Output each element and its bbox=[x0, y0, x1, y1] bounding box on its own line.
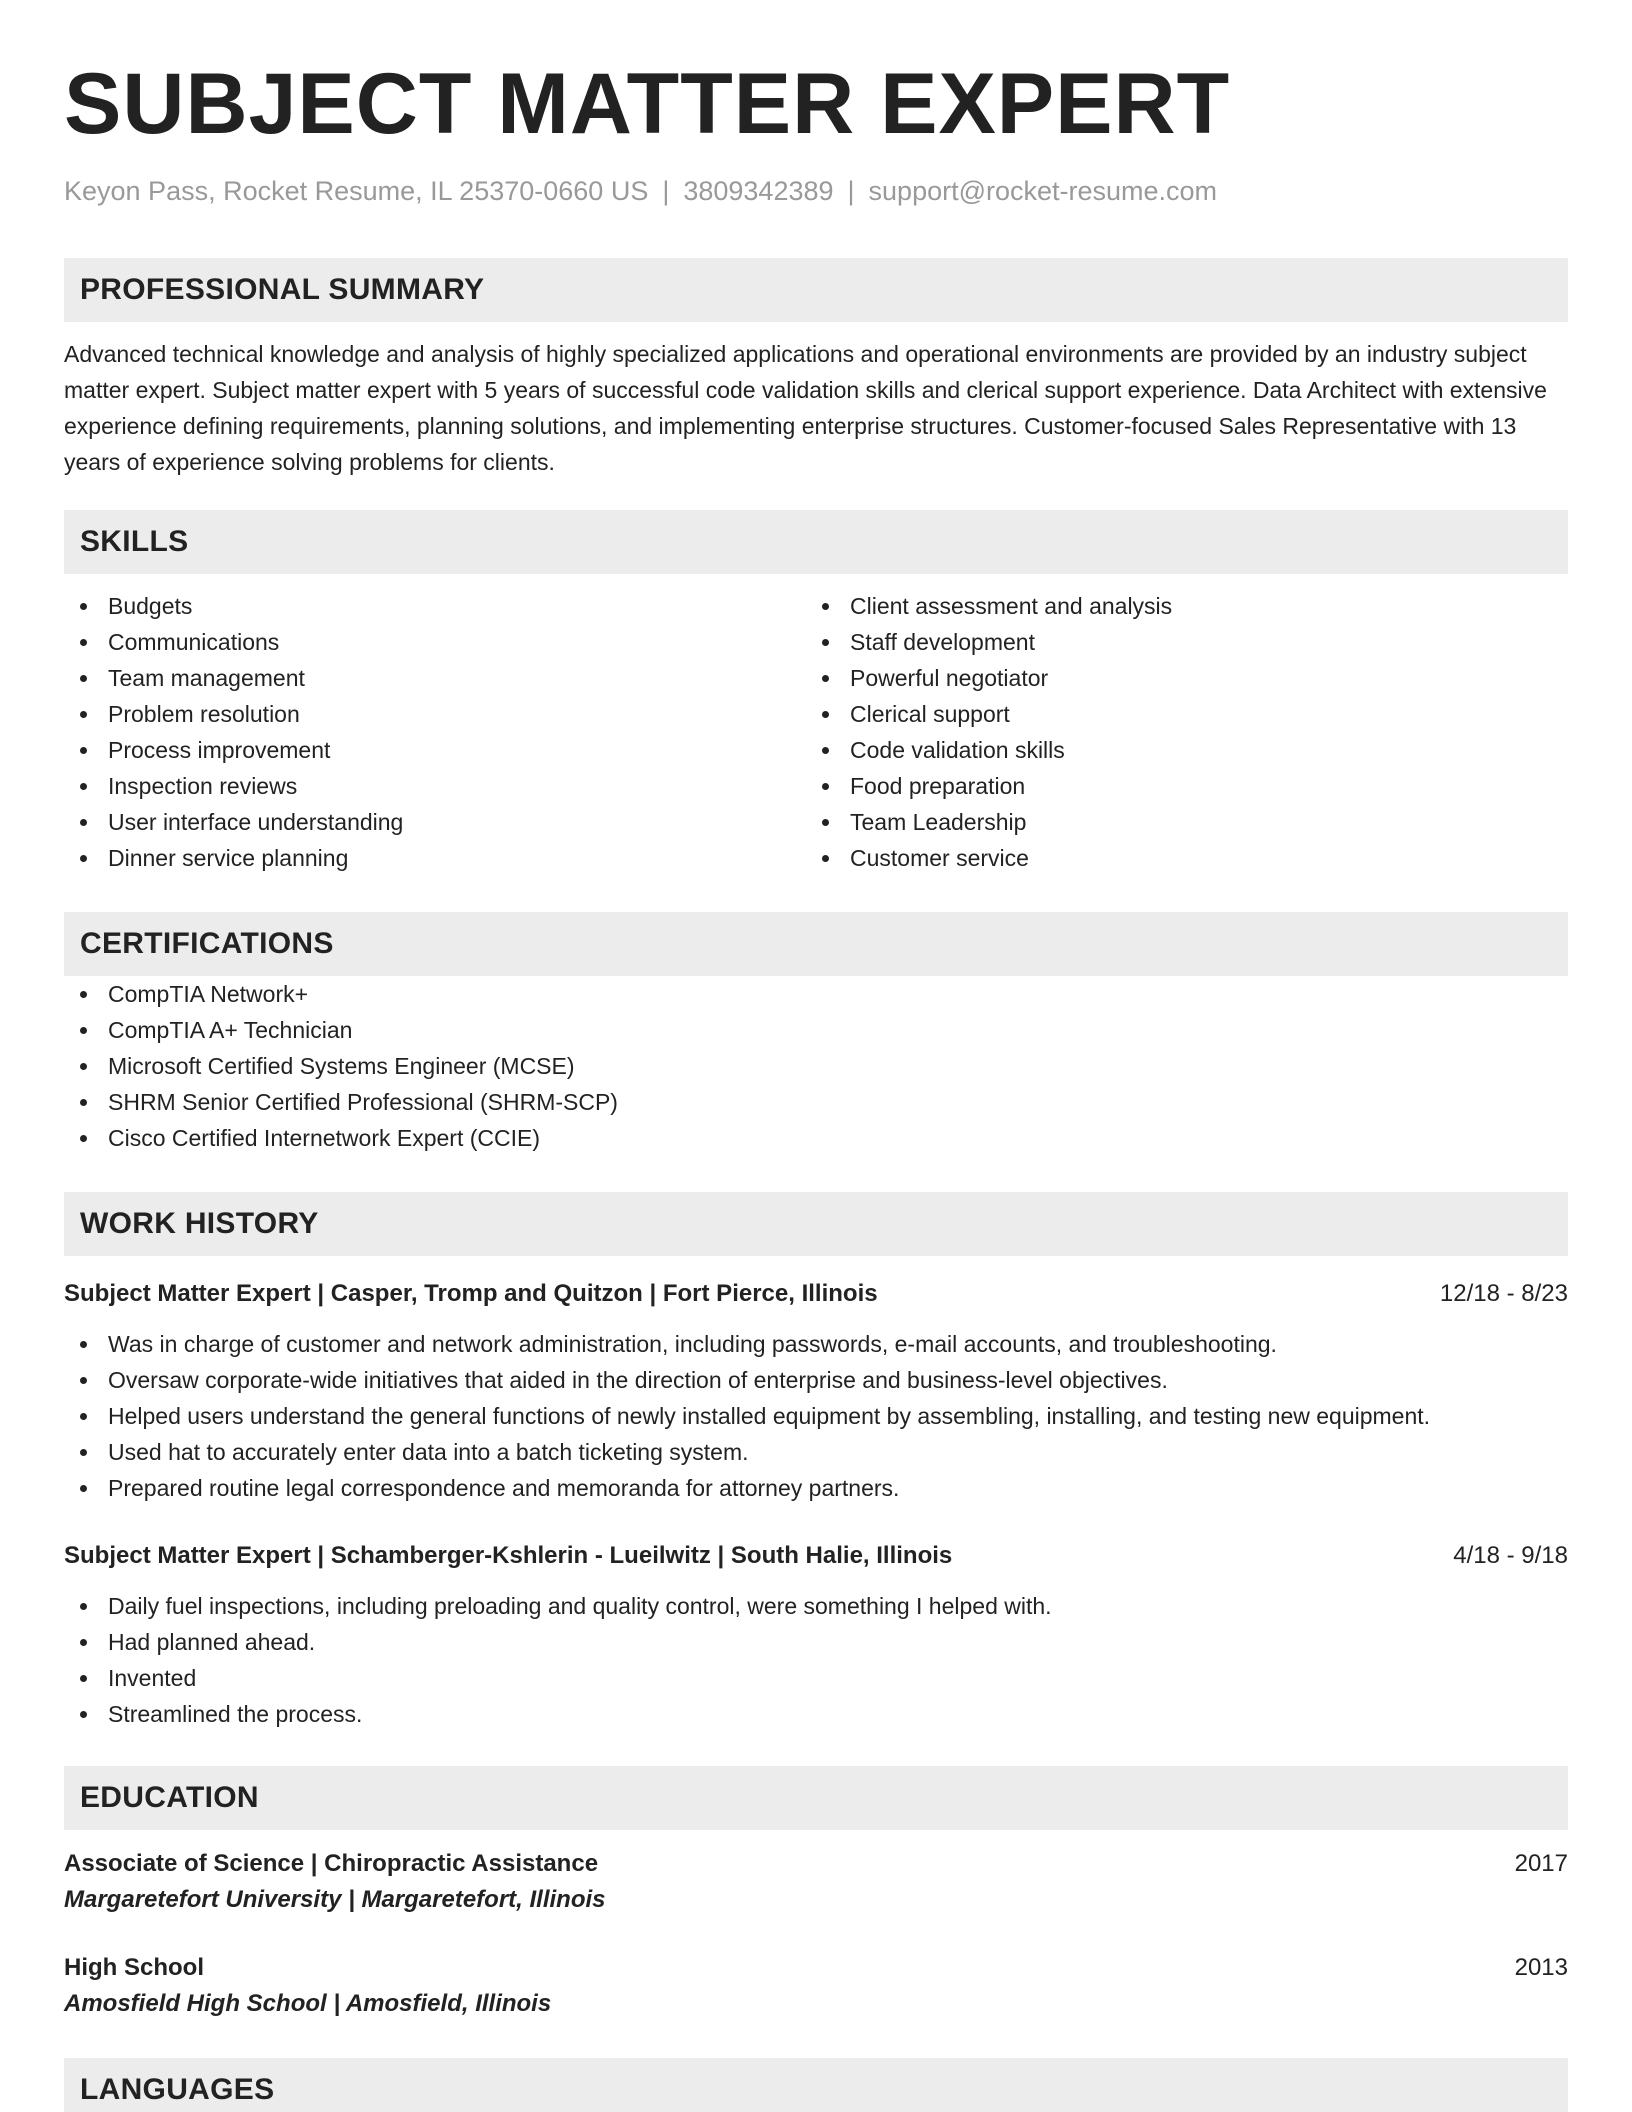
skill-item: Problem resolution bbox=[64, 696, 806, 732]
education-year: 2017 bbox=[1514, 1850, 1568, 1877]
education-degree: Associate of Science | Chiropractic Assistance bbox=[64, 1850, 599, 1877]
certifications-list bbox=[64, 976, 1568, 1156]
job-header bbox=[64, 1538, 1568, 1574]
contact-phone: 3809342389 bbox=[683, 176, 834, 206]
job-duties-list bbox=[64, 1326, 1568, 1506]
skill-item: Dinner service planning bbox=[64, 840, 806, 876]
skills-list-left bbox=[64, 588, 806, 876]
skill-item: Code validation skills bbox=[806, 732, 1548, 768]
skills-list-right bbox=[806, 588, 1548, 876]
job-entry bbox=[64, 1276, 1568, 1506]
certification-item: SHRM Senior Certified Professional (SHRM-SCP) bbox=[64, 1084, 1568, 1120]
skill-item: Inspection reviews bbox=[64, 768, 806, 804]
certification-item: Microsoft Certified Systems Engineer (MCSE) bbox=[64, 1048, 1568, 1084]
skill-item: Process improvement bbox=[64, 732, 806, 768]
job-duty: Streamlined the process. bbox=[64, 1696, 1568, 1732]
education-header bbox=[64, 1950, 1568, 1986]
job-title: Subject Matter Expert | Schamberger-Kshlerin - Lueilwitz | South Halie, Illinois bbox=[64, 1542, 953, 1569]
skill-item: Clerical support bbox=[806, 696, 1548, 732]
skills-heading: SKILLS bbox=[64, 510, 1568, 574]
education-degree: High School bbox=[64, 1954, 204, 1981]
skill-item: Food preparation bbox=[806, 768, 1548, 804]
job-duty: Helped users understand the general functions of newly installed equipment by assembling, installing, and testing new equipment. bbox=[64, 1398, 1568, 1434]
certification-item: CompTIA Network+ bbox=[64, 976, 1568, 1012]
education-school: Margaretefort University | Margaretefort, Illinois bbox=[64, 1886, 606, 1913]
job-title: Subject Matter Expert | Casper, Tromp and Quitzon | Fort Pierce, Illinois bbox=[64, 1280, 878, 1307]
certification-item: Cisco Certified Internetwork Expert (CCIE) bbox=[64, 1120, 1568, 1156]
job-duty: Used hat to accurately enter data into a batch ticketing system. bbox=[64, 1434, 1568, 1470]
contact-email: support@rocket-resume.com bbox=[868, 176, 1218, 206]
work-history-heading: WORK HISTORY bbox=[64, 1192, 1568, 1256]
certifications-heading: CERTIFICATIONS bbox=[64, 912, 1568, 976]
languages-heading: LANGUAGES bbox=[64, 2058, 1568, 2112]
skill-item: Client assessment and analysis bbox=[806, 588, 1548, 624]
job-duties-list bbox=[64, 1588, 1568, 1732]
contact-line bbox=[64, 174, 1568, 208]
resume-title: SUBJECT MATTER EXPERT bbox=[64, 56, 1231, 152]
summary-heading: PROFESSIONAL SUMMARY bbox=[64, 258, 1568, 322]
job-duty: Daily fuel inspections, including preloading and quality control, were something I helped with. bbox=[64, 1588, 1568, 1624]
skill-item: Team Leadership bbox=[806, 804, 1548, 840]
skill-item: User interface understanding bbox=[64, 804, 806, 840]
job-dates: 12/18 - 8/23 bbox=[1439, 1280, 1568, 1307]
contact-separator: | bbox=[662, 176, 670, 206]
skill-item: Budgets bbox=[64, 588, 806, 624]
job-dates: 4/18 - 9/18 bbox=[1453, 1542, 1568, 1569]
education-entry bbox=[64, 1950, 1568, 2022]
skill-item: Powerful negotiator bbox=[806, 660, 1548, 696]
skill-item: Communications bbox=[64, 624, 806, 660]
job-duty: Invented bbox=[64, 1660, 1568, 1696]
certification-item: CompTIA A+ Technician bbox=[64, 1012, 1568, 1048]
summary-text: Advanced technical knowledge and analysis of highly specialized applications and operational environments are provided by an industry subject matter expert. Subject matter expert with 5 years of successful code validation skills and clerical support experience. Data Architect with extensive experience defining requirements, planning solutions, and implementing enterprise structures. Customer-focused Sales Representative with 13 years of experience solving problems for clients. bbox=[64, 341, 1547, 475]
skill-item: Team management bbox=[64, 660, 806, 696]
job-header bbox=[64, 1276, 1568, 1312]
education-entry bbox=[64, 1846, 1568, 1918]
contact-separator: | bbox=[847, 176, 855, 206]
education-year: 2013 bbox=[1514, 1954, 1568, 1981]
job-duty: Prepared routine legal correspondence and memoranda for attorney partners. bbox=[64, 1470, 1568, 1506]
job-duty: Was in charge of customer and network administration, including passwords, e-mail accounts, and troubleshooting. bbox=[64, 1326, 1568, 1362]
skills-columns bbox=[64, 588, 1568, 876]
job-duty: Had planned ahead. bbox=[64, 1624, 1568, 1660]
contact-address: Keyon Pass, Rocket Resume, IL 25370-0660 US bbox=[64, 176, 649, 206]
skill-item: Staff development bbox=[806, 624, 1548, 660]
education-heading: EDUCATION bbox=[64, 1766, 1568, 1830]
education-header bbox=[64, 1846, 1568, 1882]
job-entry bbox=[64, 1538, 1568, 1732]
job-duty: Oversaw corporate-wide initiatives that aided in the direction of enterprise and business-level objectives. bbox=[64, 1362, 1568, 1398]
education-school: Amosfield High School | Amosfield, Illinois bbox=[64, 1990, 552, 2017]
skill-item: Customer service bbox=[806, 840, 1548, 876]
